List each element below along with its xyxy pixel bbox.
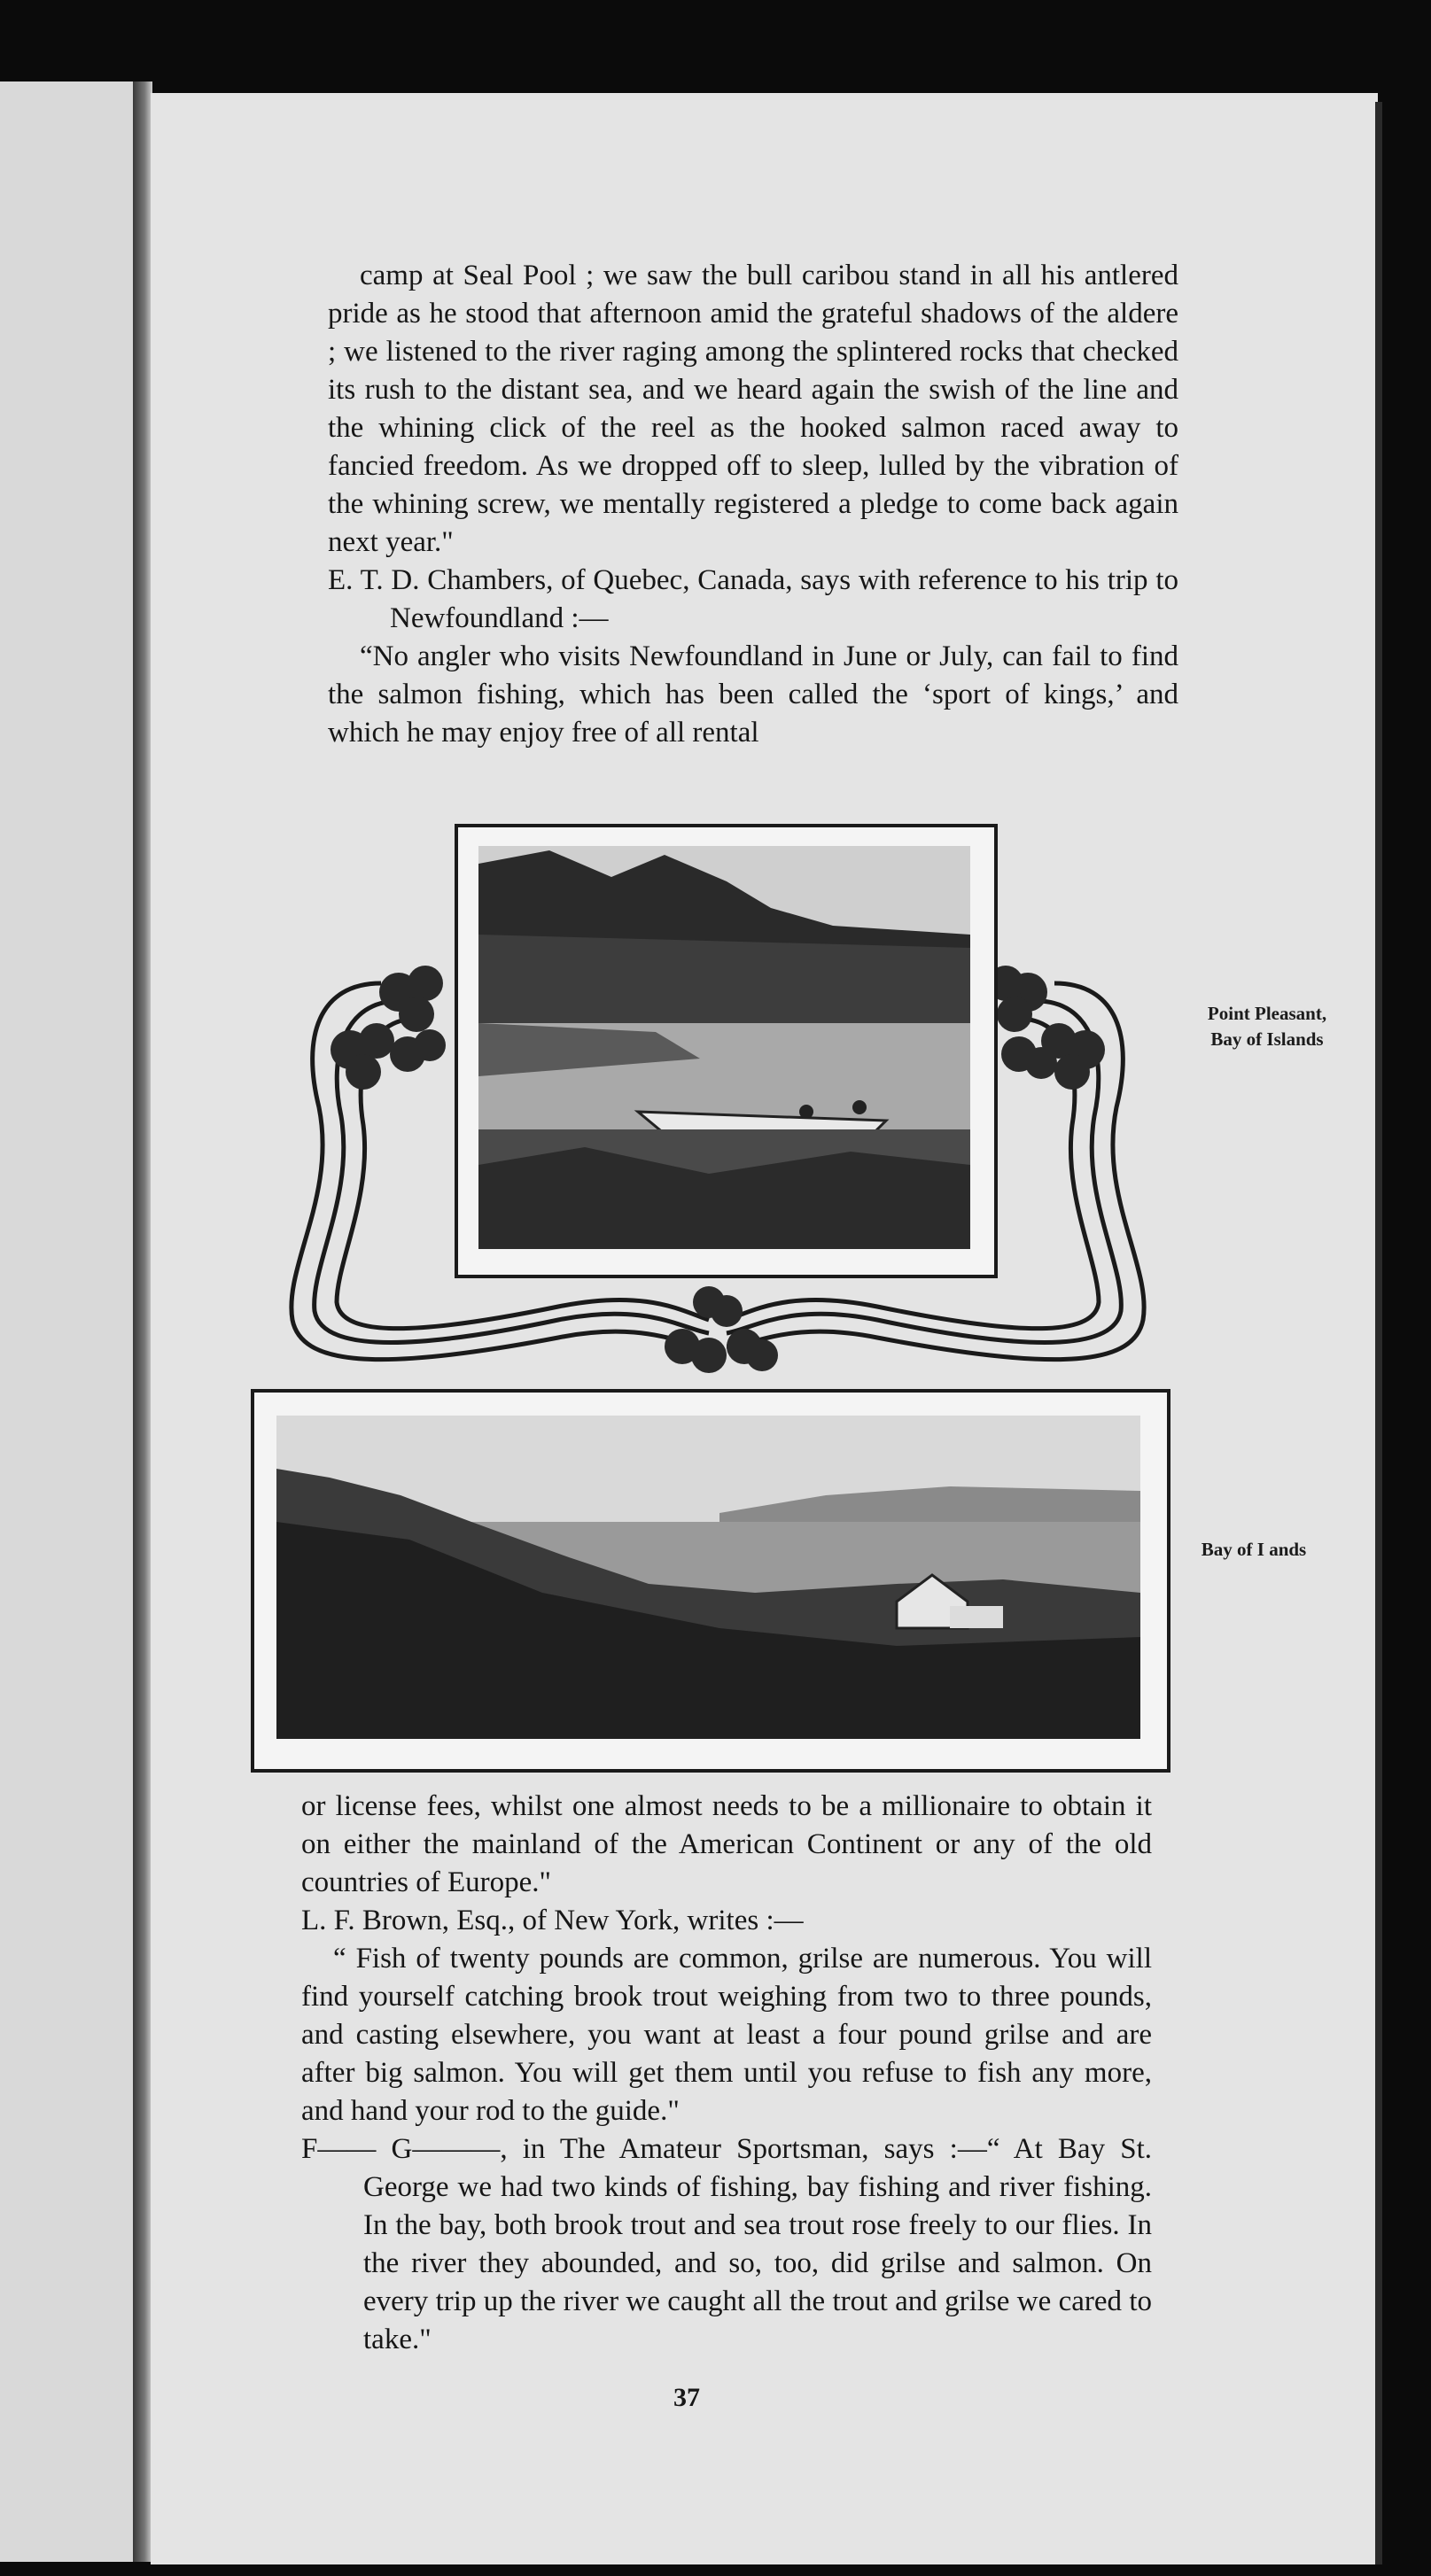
page-right-edge xyxy=(1375,102,1382,2564)
book-spine xyxy=(133,81,152,2562)
caption-point-pleasant: Point Pleasant, Bay of Islands xyxy=(1207,1003,1327,1050)
paragraph-brown-intro: L. F. Brown, Esq., of New York, writes :— xyxy=(301,1905,804,1936)
text-block-top xyxy=(328,257,1178,752)
paragraph-amateur-sportsman: F—— G———, in The Amateur Sportsman, says :—“ At Bay St. George we had two kinds of fishing, bay fishing and river fishing. In the bay, both brook trout and sea trout rose freely to our flies. In the river they abounded, and so, too, did grilse and salmon. On every trip up the river we caught all the trout and grilse we cared to take." xyxy=(301,2133,1152,2355)
paragraph-camp: camp at Seal Pool ; we saw the bull caribou stand in all his antlered pride as he stood that afternoon amid the grateful shadows of the aldere ; we listened to the river raging among the splintered rocks that checked its rush to the distant sea, and we heard again the swish of the line and the whining click of the reel as the hooked salmon raced away to fancied freedom. As we dropped off to sleep, lulled by the vibration of the whining screw, we mentally registered a pledge to come back again next year." xyxy=(328,260,1178,558)
previous-page-edge xyxy=(0,81,133,2562)
paragraph-license-fees: or license fees, whilst one almost needs to be a millionaire to obtain it on either the mainland of the American Continent or any of the old countries of Europe." xyxy=(301,1790,1152,1898)
photo-point-pleasant xyxy=(478,846,970,1249)
paragraph-chambers-quote: “No angler who visits Newfoundland in June or July, can fail to find the salmon fishing, which has been called the ‘sport of kings,’ and which he may enjoy free of all rental xyxy=(328,640,1178,749)
paragraph-brown-quote: “ Fish of twenty pounds are common, grilse are numerous. You will find yourself catching brook trout weighing from two to three pounds, and casting elsewhere, you want at least a four pound grilse and are after big salmon. You will get them until you refuse to fish any more, and hand your rod to the guide." xyxy=(301,1943,1152,2127)
page-number: 37 xyxy=(673,2383,700,2412)
paragraph-chambers-intro: E. T. D. Chambers, of Quebec, Canada, says with reference to his trip to Newfoundland :— xyxy=(328,564,1178,634)
caption-bay-of-islands: Bay of I ands xyxy=(1201,1539,1307,1560)
text-block-bottom xyxy=(301,1788,1152,2359)
photo-bay-of-islands xyxy=(276,1416,1140,1739)
